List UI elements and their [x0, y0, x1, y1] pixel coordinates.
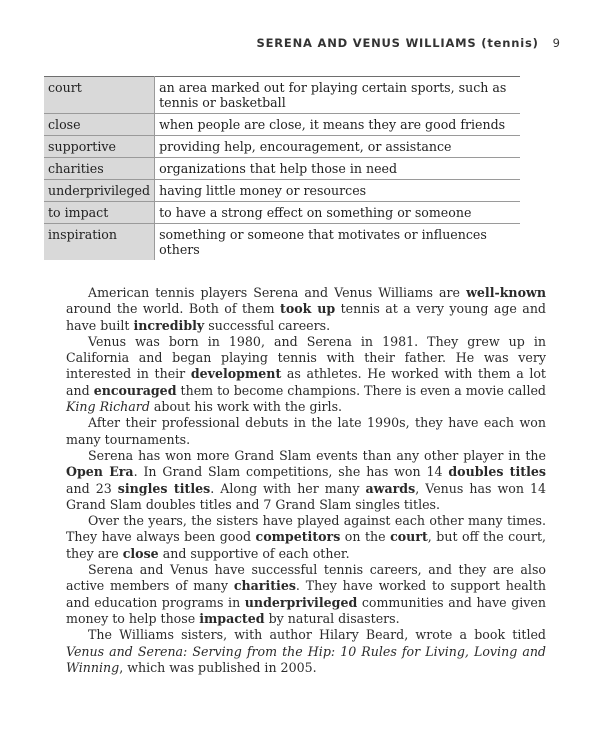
italic-title: Venus and Serena: Serving from the Hip: 10 Rules for Living, Loving and Winning	[66, 643, 546, 675]
bold-term: close	[122, 545, 159, 561]
running-header-title: SERENA AND VENUS WILLIAMS (tennis)	[256, 36, 539, 50]
bold-term: court	[390, 529, 428, 545]
vocab-term: inspiration	[44, 224, 155, 261]
bold-term: incredibly	[133, 317, 205, 333]
text-run: tennis at a very young age and have built	[66, 301, 546, 333]
vocab-row	[44, 114, 520, 136]
bold-term: charities	[233, 578, 296, 594]
bold-term: Open Era	[66, 464, 134, 480]
bold-term: awards	[365, 480, 416, 496]
paragraph-1	[66, 285, 546, 334]
bold-term: impacted	[199, 610, 265, 626]
bold-term: took up	[280, 301, 336, 317]
vocab-definition: when people are close, it means they are good friends	[155, 114, 520, 136]
italic-title: King Richard	[66, 399, 150, 415]
text-run: Over the years, the sisters have played against each other many times. They have always been good	[66, 513, 546, 545]
paragraph-4	[66, 448, 546, 513]
text-run: around the world. Both of them	[66, 301, 281, 317]
vocab-row	[44, 202, 520, 224]
paragraph-2	[66, 334, 546, 415]
vocab-definition: providing help, encouragement, or assistance	[155, 136, 520, 158]
text-run: Venus was born in 1980, and Serena in 1981. They grew up in California and began playing tennis with their father. He was very interested in their	[66, 333, 546, 382]
bold-term: well-known	[466, 285, 546, 300]
vocab-row	[44, 136, 520, 158]
text-run: on the	[340, 529, 391, 545]
text-run: by natural disasters.	[264, 610, 400, 626]
text-run: about his work with the girls.	[149, 399, 343, 415]
vocab-definition: something or someone that motivates or influences others	[155, 224, 520, 261]
text-run: successful careers.	[204, 317, 331, 333]
text-run: , which was published in 2005.	[119, 659, 317, 675]
text-run: . Along with her many	[210, 480, 366, 496]
vocab-term: charities	[44, 158, 155, 180]
vocabulary-table	[44, 76, 520, 260]
paragraph-7	[66, 627, 546, 676]
vocab-term: underprivileged	[44, 180, 155, 202]
text-run: Serena has won more Grand Slam events than any other player in the	[88, 447, 546, 463]
vocab-term: to impact	[44, 202, 155, 224]
vocab-definition: to have a strong effect on something or someone	[155, 202, 520, 224]
text-run: American tennis players Serena and Venus Williams are	[88, 285, 467, 300]
vocab-definition: organizations that help those in need	[155, 158, 520, 180]
paragraph-5	[66, 513, 546, 562]
text-run: . They have worked to support health and education programs in	[66, 578, 547, 610]
paragraph-6	[66, 562, 546, 627]
vocab-term: close	[44, 114, 155, 136]
text-run: The Williams sisters, with author Hilary Beard, wrote a book titled	[88, 627, 546, 643]
text-run: communities and have given money to help those	[66, 594, 546, 626]
text-run: Serena and Venus have successful tennis careers, and they are also active members of many	[66, 562, 546, 594]
bold-term: development	[190, 366, 282, 382]
vocab-definition: having little money or resources	[155, 180, 520, 202]
article-body	[66, 285, 546, 676]
text-run: and 23	[66, 480, 118, 496]
vocab-term: supportive	[44, 136, 155, 158]
text-run: , Venus has won 14 Grand Slam doubles titles and 7 Grand Slam singles titles.	[66, 480, 547, 512]
running-header	[40, 36, 560, 50]
vocab-row	[44, 224, 520, 261]
text-run: them to become champions. There is even a movie called	[176, 382, 546, 398]
bold-term: underprivileged	[244, 594, 358, 610]
text-run: as athletes. He worked with them a lot and	[66, 366, 546, 398]
text-run: , but off the court, they are	[66, 529, 547, 561]
bold-term: encouraged	[93, 382, 177, 398]
text-run: and supportive of each other.	[158, 545, 350, 561]
text-run: . In Grand Slam competitions, she has won 14	[133, 464, 449, 480]
bold-term: singles titles	[117, 480, 211, 496]
vocab-row	[44, 158, 520, 180]
vocab-definition: an area marked out for playing certain sports, such as tennis or basketball	[155, 77, 520, 114]
vocab-row	[44, 180, 520, 202]
bold-term: doubles titles	[448, 464, 546, 480]
vocab-term: court	[44, 77, 155, 114]
vocab-row	[44, 77, 520, 114]
paragraph-3	[66, 415, 546, 448]
bold-term: competitors	[255, 529, 341, 545]
text-run: After their professional debuts in the late 1990s, they have each won many tournaments.	[66, 415, 546, 447]
page-number: 9	[552, 36, 560, 50]
